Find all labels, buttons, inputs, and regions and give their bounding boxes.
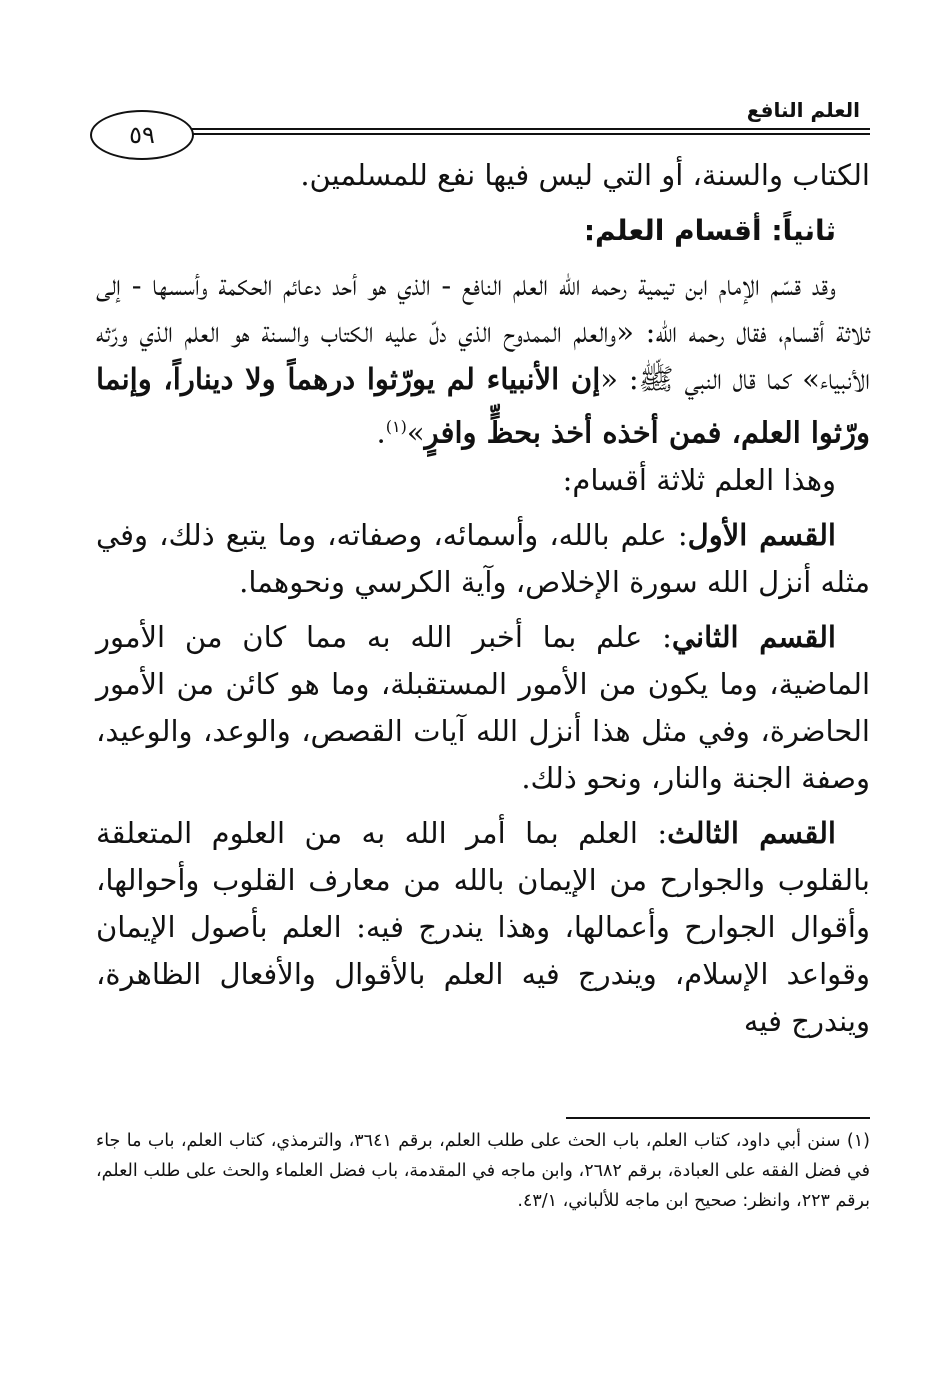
section-1-text: : علم بالله، وأسمائه، وصفاته، وما يتبع ذلك، وفي مثله أنزل الله سورة الإخلاص، وآية الكرسي ونحوهما. [96,517,870,599]
section-2-text: : علم بما أخبر الله به مما كان من الأمور الماضية، وما يكون من الأمور المستقبلة، وما هو كائن من الأمور الحاضرة، وفي مثل هذا أنزل الله آيات القصص، والوعد، والوعيد، وصفة الجنة والنار، ونحو ذلك. [96,619,870,795]
section-3-text: : العلم بما أمر الله به من العلوم المتعلقة بالقلوب والجوارح من الإيمان بالله من معارف القلوب وأحوالها، وأقوال الجوارح وأعمالها، وهذا يندرج فيه: العلم بأصول الإيمان وقواعد الإسلام، ويندرج فيه العلم بالأقوال والأفعال الظاهرة، ويندرج فيه [96,815,870,1038]
three-sections-line: وهذا العلم ثلاثة أقسام: [562,462,836,497]
section-3-paragraph [96,810,870,1045]
section-1-label: القسم الأول [687,517,836,552]
intro-text: وقد قسّم الإمام ابن تيمية رحمه الله العلم النافع - الذي هو أحد دعائم الحكمة وأسسها - إلى ثلاثة أقسام، فقال رحمه الله: «والعلم الممدوح الذي دلّ عليه الكتاب والسنة هو العلم الذي ورّثه الأنبياء» كما قال النبي ﷺ: « [96,268,870,396]
section-2-label: القسم الثاني [671,619,836,654]
main-text [96,152,870,1045]
hadith-close: » [406,415,425,450]
header-rule [170,128,870,130]
running-title: العلم النافع [746,98,860,122]
page-number: ٥٩ [129,121,155,149]
footnote-1: (١) سنن أبي داود، كتاب العلم، باب الحث على طلب العلم، برقم ٣٦٤١، والترمذي، كتاب العلم، باب ما جاء في فضل الفقه على العبادة، برقم ٢٦٨٢، وابن ماجه في المقدمة، باب فضل العلماء والحث على طلب العلم، برقم ٢٢٣، وانظر: صحيح ابن ماجه للألباني، ٤٣/١. [96,1131,870,1211]
section-1-paragraph [96,512,870,606]
footnotes [96,1126,870,1216]
hadith-quote: إن الأنبياء لم يورّثوا درهماً ولا ديناراً، وإنما ورّثوا العلم، فمن أخذه أخذ بحظٍّ وافرٍ [96,362,870,450]
intro-end: . [376,415,386,450]
section-3-label: القسم الثالث [667,815,836,850]
intro-paragraph [96,262,870,457]
section-2-paragraph [96,614,870,802]
header-rule [170,133,870,135]
opening-line: الكتاب والسنة، أو التي ليس فيها نفع للمسلمين. [300,158,870,192]
section-heading: ثانياً: أقسام العلم: [583,214,836,247]
footnote-separator [566,1117,870,1119]
footnote-reference: (١) [385,417,407,436]
